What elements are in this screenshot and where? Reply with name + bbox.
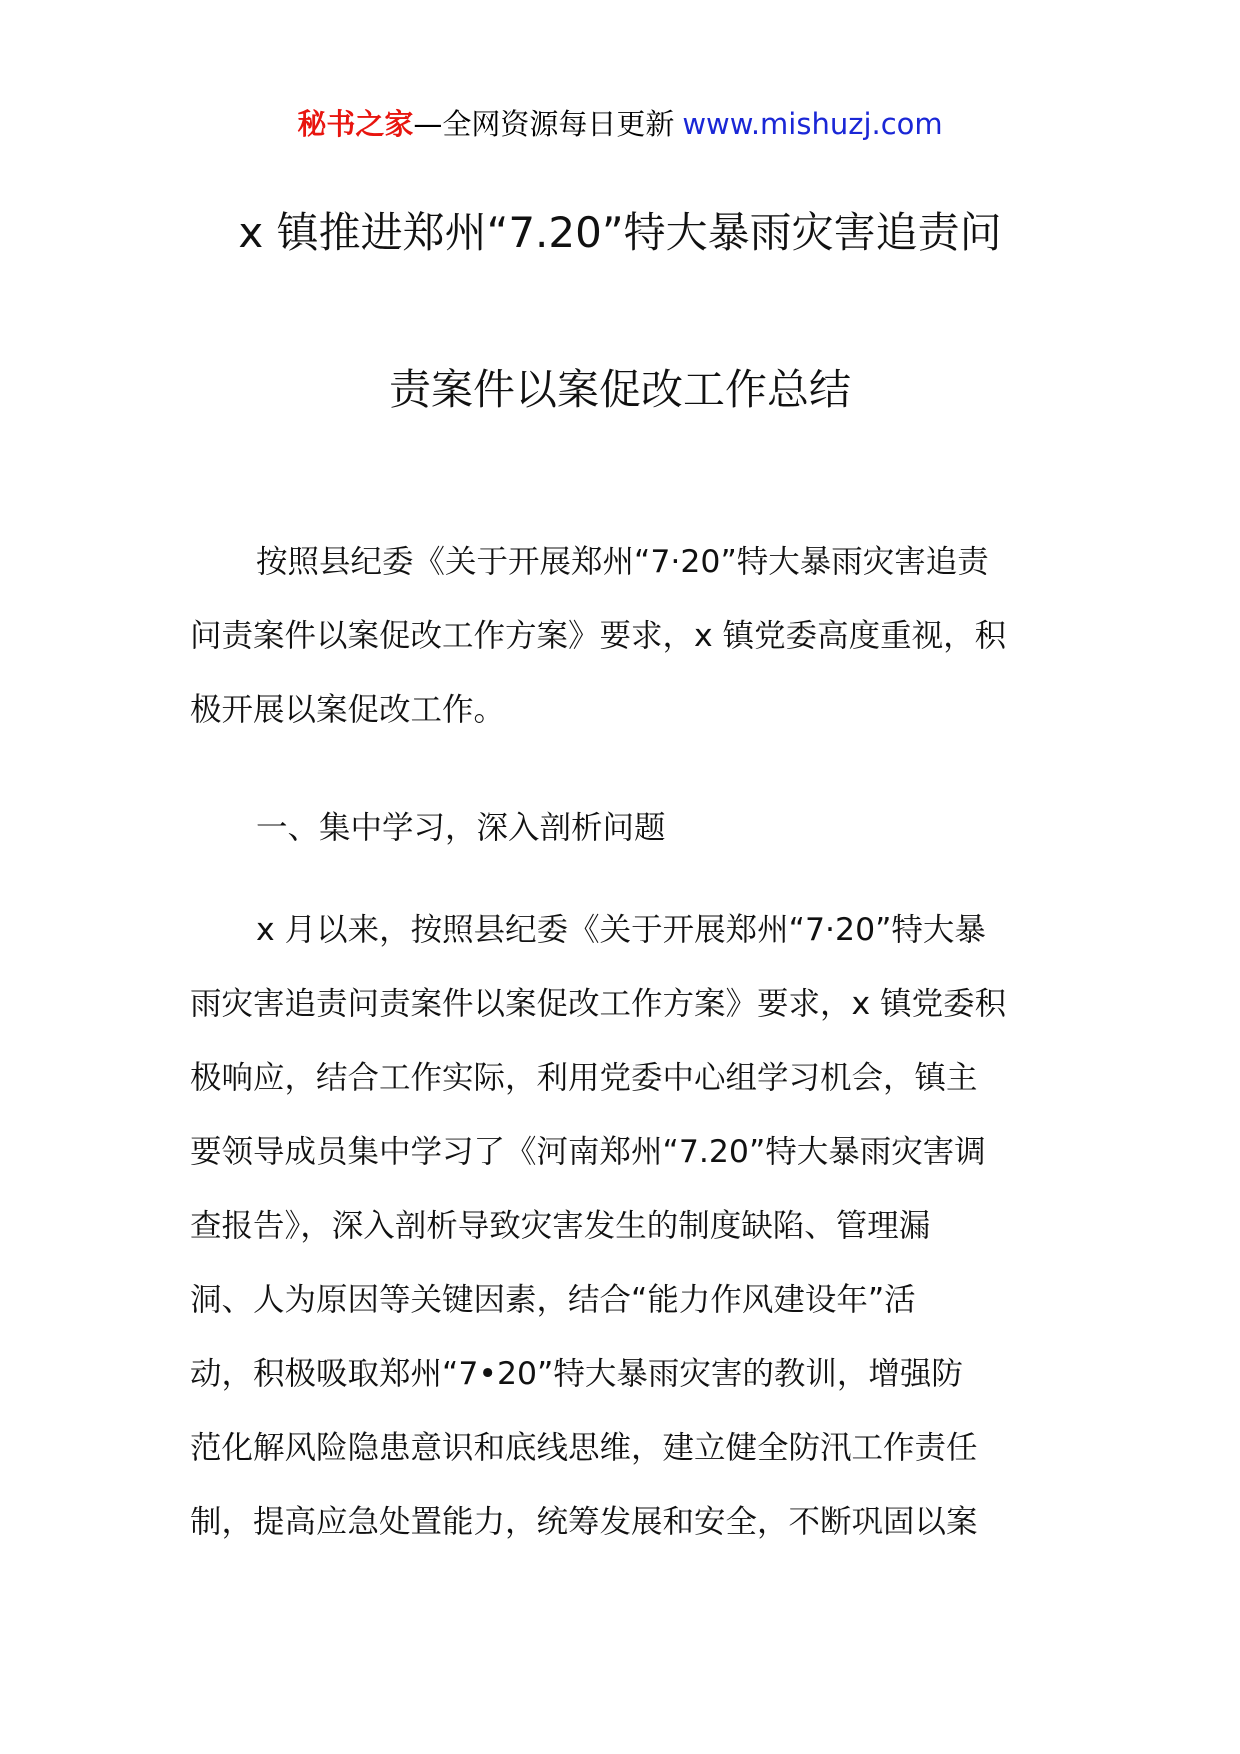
paragraph-line: 按照县纪委《关于开展郑州“7·20”特大暴雨灾害追责	[256, 544, 989, 580]
paragraph-line: 动，积极吸取郑州“7•20”特大暴雨灾害的教训，增强防	[190, 1356, 963, 1392]
paragraph-line: 问责案件以案促改工作方案》要求，x 镇党委高度重视，积	[190, 618, 1007, 654]
intro-paragraph	[190, 525, 1066, 747]
paragraph-line: 范化解风险隐患意识和底线思维，建立健全防汛工作责任	[190, 1430, 978, 1466]
section-1-paragraph	[190, 893, 1066, 1559]
paragraph-line: 洞、人为原因等关键因素，结合“能力作风建设年”活	[190, 1282, 916, 1318]
site-url-link[interactable]: www.mishuzj.com	[682, 107, 943, 141]
paragraph-line: 查报告》，深入剖析导致灾害发生的制度缺陷、管理漏	[190, 1208, 931, 1244]
paragraph-line: 要领导成员集中学习了《河南郑州“7.20”特大暴雨灾害调	[190, 1134, 986, 1170]
site-header	[0, 100, 1240, 148]
paragraph-line: 极响应，结合工作实际，利用党委中心组学习机会，镇主	[190, 1060, 978, 1096]
document-title-line-1: x 镇推进郑州“7.20”特大暴雨灾害追责问	[238, 208, 1002, 257]
paragraph-line: 极开展以案促改工作。	[190, 692, 506, 728]
paragraph-line: 制，提高应急处置能力，统筹发展和安全，不断巩固以案	[190, 1504, 978, 1540]
paragraph-line: 雨灾害追责问责案件以案促改工作方案》要求，x 镇党委积	[190, 986, 1007, 1022]
document-title-line-2: 责案件以案促改工作总结	[388, 365, 851, 414]
header-tagline: —全网资源每日更新	[413, 107, 675, 141]
paragraph-line: x 月以来，按照县纪委《关于开展郑州“7·20”特大暴	[256, 912, 986, 948]
brand-name: 秘书之家	[297, 107, 414, 141]
section-heading: 一、集中学习，深入剖析问题	[256, 810, 666, 846]
